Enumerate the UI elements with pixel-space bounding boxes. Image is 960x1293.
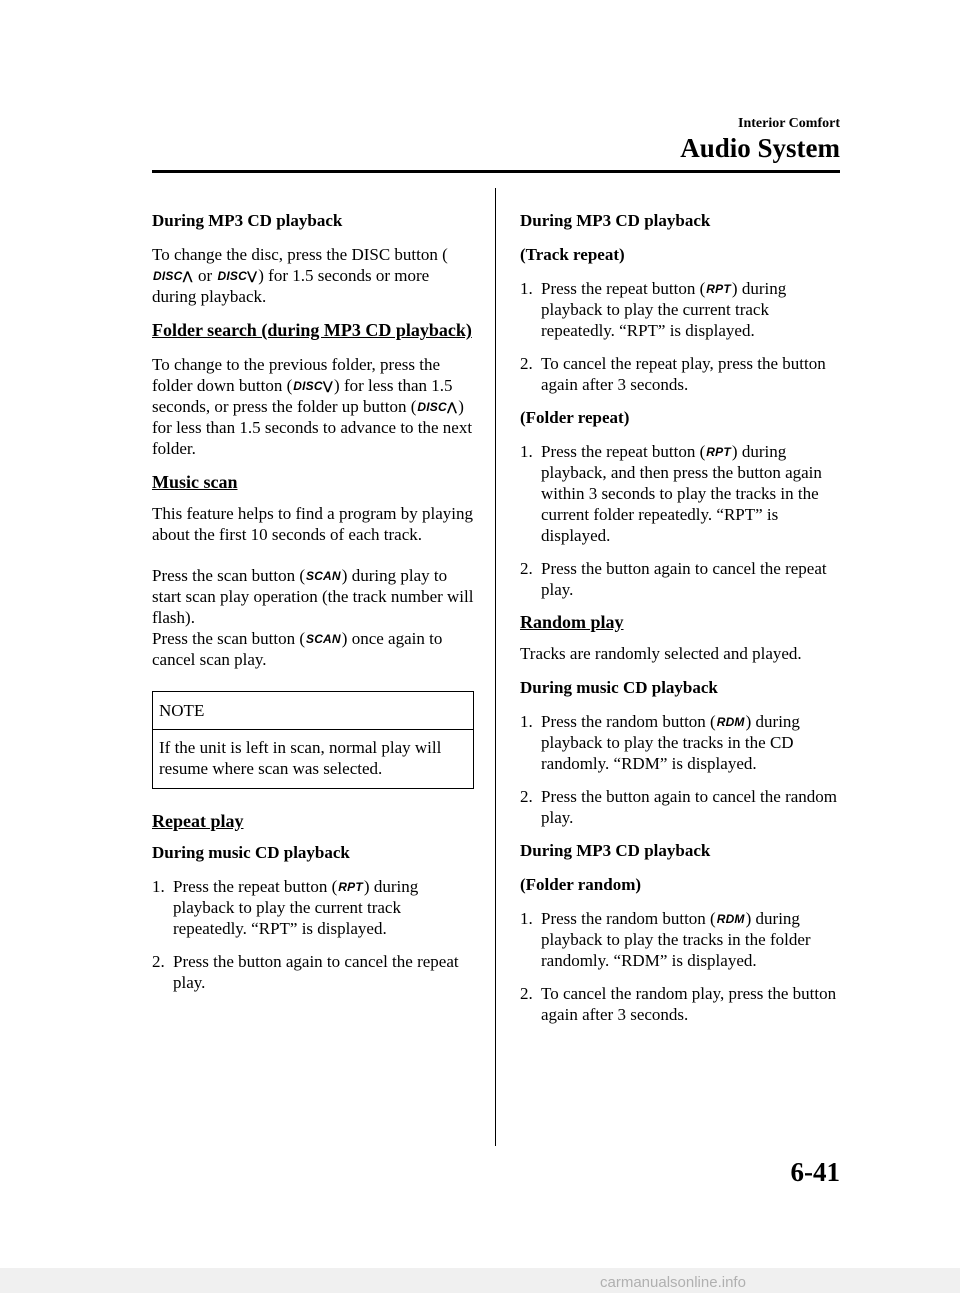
text-segment: ) during playback to play the current track repeatedly. “RPT” is displayed.	[173, 877, 419, 938]
header-rule	[152, 170, 840, 173]
text-segment: Press the repeat button (	[541, 442, 706, 461]
scan-start-paragraph	[152, 565, 474, 628]
disc-up-icon: DISC⋀	[417, 400, 458, 414]
list-number: 1.	[520, 442, 533, 461]
folder-search-heading: Folder search (during MP3 CD playback)	[152, 320, 472, 340]
list-item	[520, 278, 845, 341]
list-item	[520, 983, 845, 1025]
text-segment: ) once again to cancel scan play.	[152, 629, 443, 669]
scan-icon: SCAN	[305, 632, 341, 646]
mp3-playback-heading: During MP3 CD playback	[520, 841, 711, 860]
text-segment: Press the scan button (	[152, 629, 305, 648]
text-segment: Press the random button (	[541, 712, 716, 731]
list-item	[520, 353, 845, 395]
text-segment: Press the button again to cancel the repeat play.	[541, 559, 827, 599]
text-segment: Press the scan button (	[152, 566, 305, 585]
disc-change-paragraph	[152, 244, 474, 307]
page-title: Audio System	[680, 133, 840, 163]
text-segment: To cancel the repeat play, press the button again after 3 seconds.	[541, 354, 826, 394]
text-segment: Press the repeat button (	[541, 279, 706, 298]
note-box	[152, 691, 474, 789]
text-segment: To cancel the random play, press the button again after 3 seconds.	[541, 984, 837, 1024]
list-item	[520, 908, 845, 971]
folder-random-heading: (Folder random)	[520, 875, 642, 894]
folder-search-paragraph	[152, 354, 474, 459]
text-segment: To change to the previous folder, press the folder down button (	[152, 355, 440, 395]
page-number: 6-41	[790, 1157, 840, 1187]
section-label: Interior Comfort	[738, 116, 840, 131]
list-number: 1.	[152, 877, 165, 896]
music-cd-heading: During music CD playback	[520, 678, 718, 697]
column-divider	[495, 188, 496, 1146]
text-segment: ) for 1.5 seconds or more during playback.	[152, 266, 430, 306]
text-segment: or	[193, 266, 217, 285]
list-item	[152, 876, 474, 939]
list-item	[520, 558, 845, 600]
note-body: If the unit is left in scan, normal play will resume where scan was selected.	[159, 738, 442, 778]
disc-down-icon: DISC⋁	[293, 379, 334, 393]
scan-description: This feature helps to find a program by playing about the first 10 seconds of each track.	[152, 504, 474, 544]
text-segment: ) during playback to play the tracks in the CD randomly. “RDM” is displayed.	[541, 712, 800, 773]
folder-repeat-heading: (Folder repeat)	[520, 408, 630, 427]
watermark-link[interactable]: carmanualsonline.info	[600, 1274, 746, 1291]
music-cd-heading: During music CD playback	[152, 843, 350, 862]
list-number: 1.	[520, 909, 533, 928]
right-column	[520, 210, 845, 1037]
list-item	[152, 951, 474, 993]
random-play-heading: Random play	[520, 612, 624, 632]
text-segment: ) during playback to play the tracks in the folder randomly. “RDM” is displayed.	[541, 909, 811, 970]
list-number: 2.	[152, 952, 165, 971]
note-heading: NOTE	[153, 692, 473, 730]
list-item	[520, 441, 845, 546]
text-segment: Press the button again to cancel the repeat play.	[173, 952, 459, 992]
text-segment: Press the random button (	[541, 909, 716, 928]
text-segment: ) for less than 1.5 seconds, or press the folder up button (	[152, 376, 453, 416]
mp3-playback-heading: During MP3 CD playback	[520, 211, 711, 230]
text-segment: ) for less than 1.5 seconds to advance to the next folder.	[152, 397, 473, 458]
text-segment: Press the repeat button (	[173, 877, 338, 896]
text-segment: ) during playback, and then press the button again within 3 seconds to play the tracks in the current folder repeatedly. “RPT” is displayed.	[541, 442, 822, 545]
rpt-icon: RPT	[706, 282, 731, 296]
disc-down-icon: DISC⋁	[217, 269, 258, 283]
rpt-icon: RPT	[706, 445, 731, 459]
list-item	[520, 711, 845, 774]
list-number: 2.	[520, 559, 533, 578]
music-scan-heading: Music scan	[152, 472, 238, 492]
rpt-icon: RPT	[338, 880, 363, 894]
random-description: Tracks are randomly selected and played.	[520, 644, 802, 663]
footer-bar	[0, 1268, 960, 1293]
list-number: 2.	[520, 354, 533, 373]
text-segment: ) during playback to play the current track repeatedly. “RPT” is displayed.	[541, 279, 787, 340]
list-number: 1.	[520, 712, 533, 731]
mp3-playback-heading: During MP3 CD playback	[152, 211, 343, 230]
text-segment: To change the disc, press the DISC button (	[152, 245, 448, 264]
list-number: 2.	[520, 984, 533, 1003]
track-repeat-heading: (Track repeat)	[520, 245, 625, 264]
scan-cancel-paragraph	[152, 628, 474, 670]
list-item	[520, 786, 845, 828]
list-number: 2.	[520, 787, 533, 806]
rdm-icon: RDM	[716, 715, 745, 729]
text-segment: ) during play to start scan play operation (the track number will flash).	[152, 566, 474, 627]
repeat-play-heading: Repeat play	[152, 811, 244, 831]
list-number: 1.	[520, 279, 533, 298]
rdm-icon: RDM	[716, 912, 745, 926]
text-segment: Press the button again to cancel the random play.	[541, 787, 837, 827]
left-column	[152, 210, 474, 1005]
disc-up-icon: DISC⋀	[153, 269, 193, 283]
scan-icon: SCAN	[305, 569, 341, 583]
